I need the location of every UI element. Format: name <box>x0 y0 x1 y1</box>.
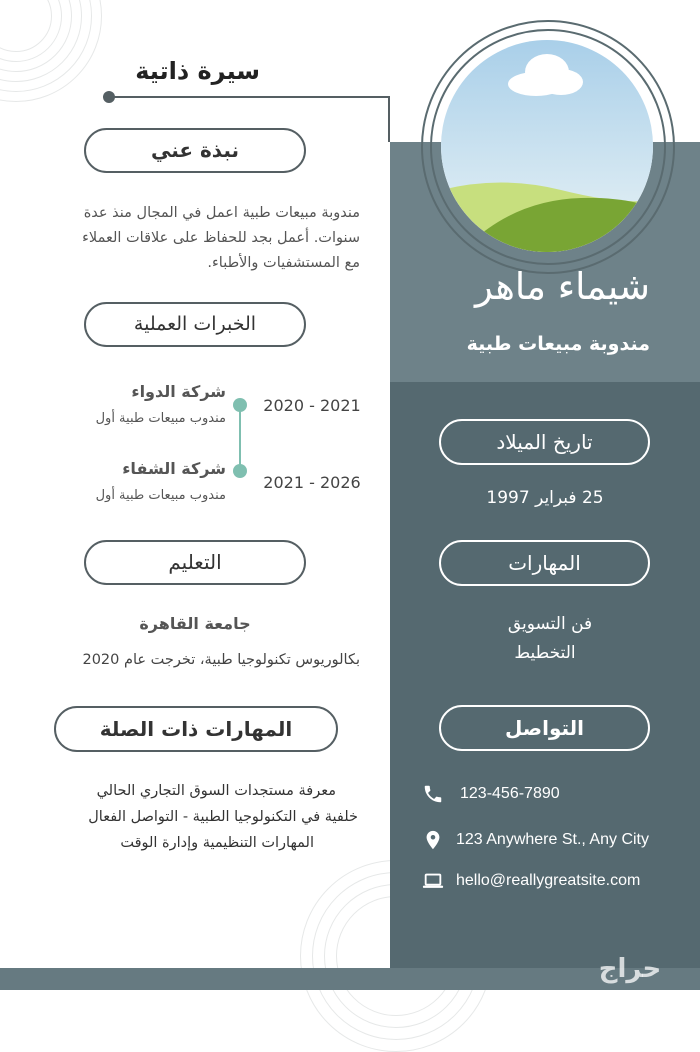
landscape-photo-icon <box>441 40 653 252</box>
experience-title-1: مندوب مبيعات طبية أول <box>95 411 226 426</box>
experience-company-1: شركة الدواء <box>131 382 226 401</box>
experience-title-2: مندوب مبيعات طبية أول <box>95 488 226 503</box>
experience-heading-pill <box>84 302 306 347</box>
profile-photo <box>441 40 653 252</box>
related-skills-heading: المهارات ذات الصلة <box>99 717 293 741</box>
contact-email: hello@reallygreatsite.com <box>456 872 641 889</box>
about-heading: نبذة عني <box>150 138 240 162</box>
related-skill-line: معرفة مستجدات السوق التجاري الحالي <box>96 783 336 799</box>
contact-email-row[interactable] <box>422 869 682 893</box>
laptop-icon <box>422 870 444 892</box>
phone-icon <box>422 783 444 805</box>
related-skill-line: خلفية في التكنولوجيا الطبية - التواصل الفعال <box>88 809 358 825</box>
education-heading: التعليم <box>168 550 222 574</box>
experience-period-1: 2020 - 2021 <box>263 396 361 415</box>
about-line: مع المستشفيات والأطباء. <box>207 255 360 271</box>
watermark-logo: حراج <box>598 954 662 984</box>
experience-period-2: 2021 - 2026 <box>263 473 361 492</box>
contact-phone-row[interactable] <box>422 782 682 806</box>
timeline-dot-2 <box>233 464 247 478</box>
contact-address: 123 Anywhere St., Any City <box>456 831 649 848</box>
education-heading-pill <box>84 540 306 585</box>
skill-item: التخطيط <box>514 643 576 663</box>
experience-company-2: شركة الشفاء <box>122 459 226 478</box>
profile-name: شيماء ماهر <box>474 265 650 308</box>
cv-title: سيرة ذاتية <box>135 57 260 85</box>
contact-phone: 123-456-7890 <box>460 785 560 802</box>
related-skills-text <box>20 778 358 856</box>
birth-heading-pill <box>439 419 650 465</box>
timeline-line <box>239 404 241 471</box>
skills-heading-pill <box>439 540 650 586</box>
title-connector-vertical <box>388 96 390 142</box>
skills-heading: المهارات <box>508 551 581 575</box>
timeline-dot-1 <box>233 398 247 412</box>
about-line: سنوات. أعمل بجد للحفاظ على علاقات العملاء <box>82 230 360 246</box>
info-panel <box>390 382 700 990</box>
birth-heading: تاريخ الميلاد <box>496 430 593 454</box>
about-text <box>50 201 360 276</box>
location-pin-icon <box>422 829 444 851</box>
experience-heading: الخبرات العملية <box>133 313 257 335</box>
education-school: جامعة القاهرة <box>139 614 251 633</box>
contact-heading-pill <box>439 705 650 751</box>
related-skills-heading-pill <box>54 706 338 752</box>
title-connector-line <box>114 96 390 98</box>
about-heading-pill <box>84 128 306 173</box>
contact-address-row[interactable] <box>422 828 682 852</box>
birth-value: 25 فبراير 1997 <box>486 488 604 508</box>
profile-role: مندوبة مبيعات طبية <box>466 333 650 355</box>
related-skill-line: المهارات التنظيمية وإدارة الوقت <box>120 835 314 851</box>
education-degree: بكالوريوس تكنولوجيا طبية، تخرجت عام 2020 <box>82 652 360 668</box>
skill-item: فن التسويق <box>507 614 593 634</box>
contact-heading: التواصل <box>504 716 585 740</box>
about-line: مندوبة مبيعات طبية اعمل في المجال منذ عدة <box>83 205 360 221</box>
